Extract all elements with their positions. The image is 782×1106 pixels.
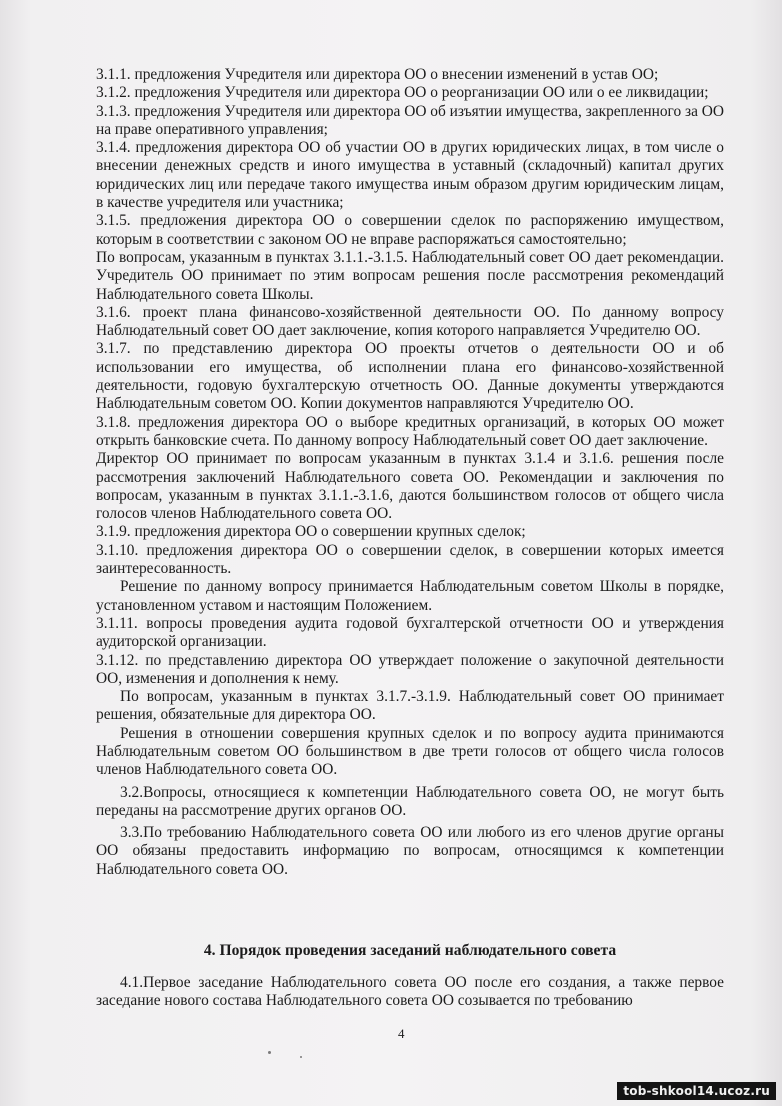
site-watermark: tob-shkool14.ucoz.ru — [617, 1082, 776, 1100]
page-number: 4 — [398, 1026, 405, 1041]
paragraph-director-decisions: Директор ОО принимает по вопросам указанным в пунктах 3.1.4 и 3.1.6. решения после рассмотрения заключений Наблюдательного совета ОО. Рекомендации и заключения по вопросам, указанным в пунктах 3.1.1.-3.1.6, даются большинством голосов от общего числа голосов членов Наблюдательного совета ОО. — [96, 450, 724, 523]
scan-speck — [300, 1056, 302, 1058]
paragraph-3-1-11: 3.1.11. вопросы проведения аудита годовой бухгалтерской отчетности ОО и утверждения аудиторской организации. — [96, 614, 724, 651]
paragraph-4-1: 4.1.Первое заседание Наблюдательного совета ОО после его создания, а также первое заседание нового состава Наблюдательного совета ОО созывается по требованию — [96, 974, 724, 1010]
paragraph-3-1-6: 3.1.6. проект плана финансово-хозяйственной деятельности ОО. По данному вопросу Наблюдательный совет ОО дает заключение, копия которого направляется Учредителю ОО. — [96, 303, 724, 340]
paragraph-3-1-2: 3.1.2. предложения Учредителя или директора ОО о реорганизации ОО или о ее ликвидации; — [96, 84, 709, 102]
paragraph-binding-decisions: По вопросам, указанным в пунктах 3.1.7.-3.1.9. Наблюдательный совет ОО принимает решения, обязательные для директора ОО. — [96, 688, 724, 724]
paragraph-3-3: 3.3.По требованию Наблюдательного совета ОО или любого из его членов другие органы ОО обязаны предоставить информацию по вопросам, относящимся к компетенции Наблюдательного совета ОО. — [96, 824, 724, 878]
paragraph-3-1-3: 3.1.3. предложения Учредителя или директора ОО об изъятии имущества, закрепленного за ОО на праве оперативного управления; — [96, 102, 724, 138]
paragraph-3-1-8: 3.1.8. предложения директора ОО о выборе кредитных организаций, в которых ОО может открыть банковские счета. По данному вопросу Наблюдательный совет ОО дает заключение. — [96, 413, 724, 449]
paragraph-3-1-5: 3.1.5. предложения директора ОО о совершении сделок по распоряжению имуществом, которым в соответствии с законом ОО не вправе распоряжаться самостоятельно; — [96, 212, 724, 248]
paragraph-3-1-4: 3.1.4. предложения директора ОО об участии ОО в других юридических лицах, в том числе о внесении денежных средств и иного имущества в уставный (складочный) капитал других юридических лиц или передаче такого имущества иным образом другим юридическим лицам, в качестве учредителя или участника; — [96, 139, 724, 212]
section-4-body — [96, 974, 724, 1011]
paragraph-3-1-7: 3.1.7. по представлению директора ОО проекты отчетов о деятельности ОО и об использовании его имущества, об исполнении плана его финансово-хозяйственной деятельности, годовую бухгалтерскую отчетность ОО. Данные документы утверждаются Наблюдательным советом ОО. Копии документов направляются Учредителю ОО. — [96, 340, 724, 413]
scan-speck — [268, 1051, 271, 1054]
paragraph-major-deals: Решения в отношении совершения крупных сделок и по вопросу аудита принимаются Наблюдательным советом ОО большинством в две трети голосов от общего числа голосов членов Наблюдательного совета ОО. — [96, 724, 724, 779]
paragraph-3-2: 3.2.Вопросы, относящиеся к компетенции Наблюдательного совета ОО, не могут быть переданы на рассмотрение других органов ОО. — [96, 783, 724, 819]
paragraph-3-1-12: 3.1.12. по представлению директора ОО утверждает положение о закупочной деятельности ОО, изменения и дополнения к нему. — [96, 651, 724, 687]
paragraph-3-1-1: 3.1.1. предложения Учредителя или директора ОО о внесении изменений в устав ОО; — [96, 66, 659, 83]
paragraph-3-1-10: 3.1.10. предложения директора ОО о совершении сделок, в совершении которых имеется заинтересованность. — [96, 541, 724, 578]
paragraph-recommendations: По вопросам, указанным в пунктах 3.1.1.-3.1.5. Наблюдательный совет ОО дает рекомендации. Учредитель ОО принимает по этим вопросам решения после рассмотрения рекомендаций Наблюдательного совета Школы. — [96, 248, 724, 303]
paragraph-decision-order: Решение по данному вопросу принимается Наблюдательным советом Школы в порядке, установленном уставом и настоящим Положением. — [96, 578, 724, 614]
paragraph-3-1-9: 3.1.9. предложения директора ОО о совершении крупных сделок; — [96, 523, 526, 541]
section-4-heading: 4. Порядок проведения заседаний наблюдательного совета — [203, 942, 617, 959]
document-body — [96, 66, 724, 879]
